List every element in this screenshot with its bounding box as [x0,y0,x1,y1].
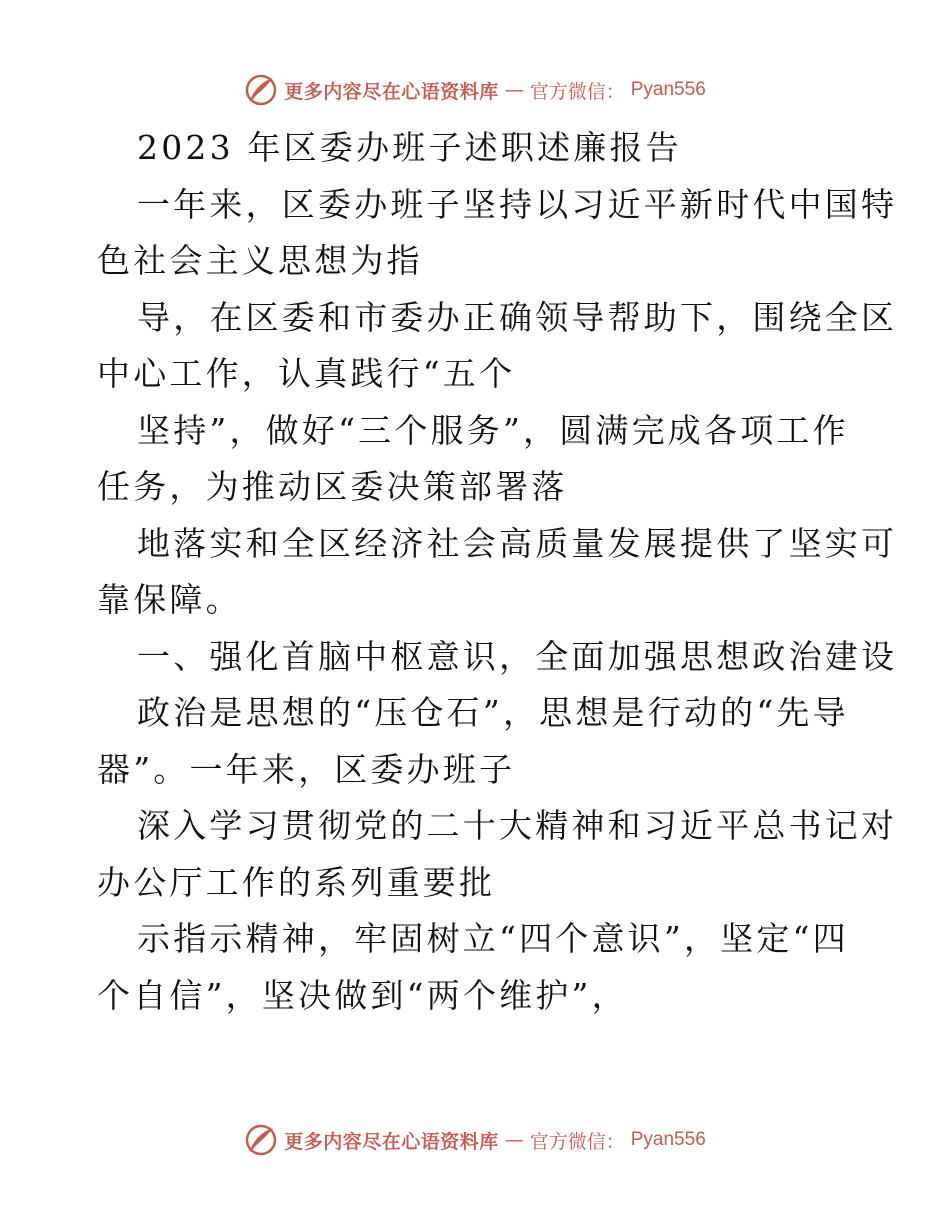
watermark-wechat-id: Pyan556 [630,79,706,100]
paragraph-line: 办公厅工作的系列重要批 [97,862,496,902]
paragraph-line: 中心工作，认真践行“五个 [97,354,516,393]
footer-watermark [0,1120,950,1160]
document-title: 2023 年区委办班子述职述廉报告 [137,128,682,167]
watermark-dash: — [504,79,524,101]
document-body [97,120,898,1024]
paragraph-line: 一年来，区委办班子坚持以习近平新时代中国特 [137,184,898,224]
feather-pen-circle-icon [244,1123,278,1157]
paragraph-line: 坚持”，做好“三个服务”，圆满完成各项工作 [137,410,849,450]
paragraph-line: 色社会主义思想为指 [97,241,423,280]
paragraph-line: 地落实和全区经济社会高质量发展提供了坚实可 [137,523,898,563]
watermark-text: 更多内容尽在心语资料库 [284,80,499,103]
header-watermark [0,70,950,110]
paragraph-line: 靠保障。 [97,580,242,619]
watermark-wechat-id: Pyan556 [630,1129,706,1150]
watermark-official-label: 官方微信： [529,1130,625,1153]
watermark-text: 更多内容尽在心语资料库 [284,1130,499,1153]
paragraph-line: 深入学习贯彻党的二十大精神和习近平总书记对 [137,806,898,845]
paragraph-line: 个自信”，坚决做到“两个维护”， [97,975,628,1015]
watermark-dash: — [504,1129,524,1151]
section-heading: 一、强化首脑中枢意识，全面加强思想政治建设 [137,636,898,676]
paragraph-line: 任务，为推动区委决策部署落 [97,467,568,506]
paragraph-line: 器”。一年来，区委办班子 [97,749,516,789]
watermark-official-label: 官方微信： [529,80,625,103]
paragraph-line: 政治是思想的“压仓石”，思想是行动的“先导 [137,693,849,732]
feather-pen-circle-icon [244,73,278,107]
paragraph-line: 示指示精神，牢固树立“四个意识”，坚定“四 [137,919,849,958]
paragraph-line: 导，在区委和市委办正确领导帮助下，围绕全区 [137,297,898,337]
